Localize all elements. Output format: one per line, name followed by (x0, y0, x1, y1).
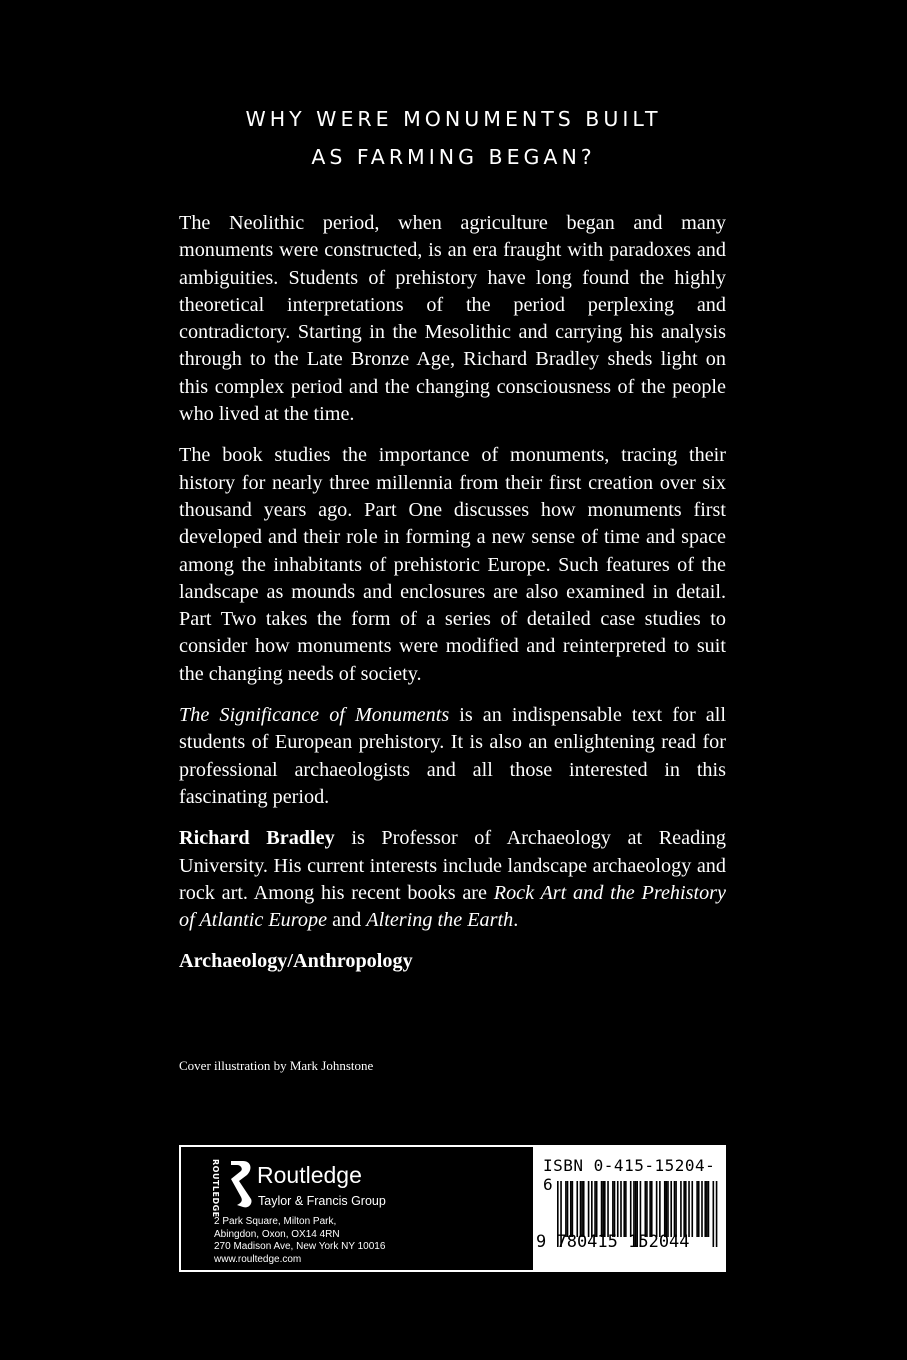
barcode-bar (683, 1181, 685, 1237)
barcode-bar (670, 1181, 672, 1237)
author-bio (179, 825, 726, 934)
author-book-2: Altering the Earth (366, 909, 514, 932)
barcode-bar (666, 1181, 668, 1237)
headline-line-2: AS FARMING BEGAN? (311, 144, 596, 169)
barcode-bar (651, 1181, 653, 1237)
address-line: Abingdon, Oxon, OX14 4RN (214, 1228, 340, 1240)
barcode-bar (607, 1181, 609, 1237)
blurb-paragraph-1: The Neolithic period, when agriculture began and many monuments were constructed, is an era fraught with paradoxes and ambiguities. Students of prehistory have long found the highly theoretical interpretations of the period perplexing and contradictory. Starting in the Mesolithic and carrying his analysis through to the Late Bronze Age, Richard Bradley sheds light on this complex period and the changing consciousness of the people who lived at the time. (179, 212, 726, 426)
barcode-bar (706, 1181, 708, 1237)
address-line: 270 Madison Ave, New York NY 10016 (214, 1241, 386, 1252)
category-label: Archaeology/Anthropology (179, 950, 413, 973)
barcode-digits: 9 780415 152044 (536, 1232, 690, 1252)
headline (0, 100, 907, 176)
barcode-bar (691, 1181, 693, 1237)
barcode-bar (674, 1181, 676, 1237)
author-book-1: Rock Art and the Prehistory of Atlantic Europe (179, 881, 726, 932)
barcode-bar (567, 1181, 569, 1237)
barcode-bar (704, 1181, 706, 1237)
barcode-bar (675, 1181, 677, 1237)
barcode-bar (644, 1181, 646, 1237)
barcode-bar (596, 1181, 598, 1237)
author-bio-and: and (327, 909, 367, 932)
category (179, 948, 726, 975)
barcode-bar (656, 1181, 658, 1237)
blurb-paragraph-3-text: is an indispensable text for all students of European prehistory. It is also an enlightening read for professional archaeologists and all those interested in this fascinating period. (179, 704, 726, 808)
barcode-bar (601, 1181, 603, 1237)
barcode-bar (708, 1181, 710, 1237)
barcode-bar (701, 1181, 703, 1237)
barcode-bar (604, 1181, 606, 1237)
address-line: 2 Park Square, Milton Park, (214, 1216, 337, 1227)
barcode-panel (533, 1147, 724, 1270)
barcode-bar (667, 1181, 669, 1237)
barcode-bar (696, 1181, 698, 1237)
book-title: The Significance of Monuments (179, 704, 450, 727)
publisher-address (214, 1216, 385, 1266)
barcode-bar (623, 1181, 625, 1237)
publisher-vertical-label: ROUTLEDGE (211, 1159, 220, 1218)
barcode-bar (612, 1181, 614, 1237)
barcode-bar (659, 1181, 661, 1237)
blurb-paragraph-3 (179, 702, 726, 811)
barcode-bar (594, 1181, 596, 1237)
barcode-bar (591, 1181, 593, 1237)
blurb-paragraph-2: The book studies the importance of monuments, tracing their history for nearly three millennia from their first creation over six thousand years ago. Part One discusses how monuments first developed and their role in forming a new sense of time and space among the inhabitants of prehistoric Europe. Such features of the landscape as mounds and enclosures are also examined in detail. Part Two takes the form of a series of detailed case studies to consider how monuments were modified and reinterpreted to suit the changing needs of society. (179, 444, 726, 685)
barcode-bar (620, 1181, 622, 1237)
address-line: www.roultedge.com (214, 1253, 302, 1265)
barcode-bar (602, 1181, 604, 1237)
barcode-bar (583, 1181, 585, 1237)
publisher-name: Routledge (257, 1162, 362, 1188)
barcode-bar (617, 1181, 619, 1237)
author-name: Richard Bradley (179, 827, 335, 850)
publisher-logo (211, 1155, 411, 1218)
headline-line-1: WHY WERE MONUMENTS BUILT (245, 106, 662, 131)
barcode-bar (713, 1181, 715, 1247)
barcode-bar (570, 1181, 572, 1237)
barcode-bar (646, 1181, 648, 1237)
barcode-bar (614, 1181, 616, 1237)
author-bio-text: is Professor of Archaeology at Reading University. His current interests include landscape archaeology and rock art. Among his recent books are (179, 827, 726, 904)
barcode-bar (698, 1181, 700, 1237)
barcode-bar (630, 1181, 632, 1237)
barcode-bar (588, 1181, 590, 1237)
barcode-bar (716, 1181, 718, 1247)
routledge-logo-icon (227, 1159, 255, 1211)
isbn-label: ISBN 0-415-15204-6 (543, 1156, 716, 1194)
barcode-bar (565, 1181, 567, 1237)
publisher-group: Taylor & Francis Group (258, 1194, 386, 1208)
publisher-panel (179, 1145, 726, 1272)
author-bio-end: . (513, 909, 519, 932)
blurb (179, 210, 726, 990)
barcode-bar (572, 1181, 574, 1237)
barcode-bar (576, 1181, 578, 1237)
barcode-bar (680, 1181, 682, 1237)
cover-credit: Cover illustration by Mark Johnstone (179, 1058, 374, 1073)
barcode-bar (664, 1181, 666, 1237)
barcode-bar (581, 1181, 583, 1237)
barcode-bar (580, 1181, 582, 1237)
barcode-bar (685, 1181, 687, 1237)
barcode-bar (649, 1181, 651, 1237)
barcode-bar (688, 1181, 690, 1237)
barcode-bar (625, 1181, 627, 1237)
